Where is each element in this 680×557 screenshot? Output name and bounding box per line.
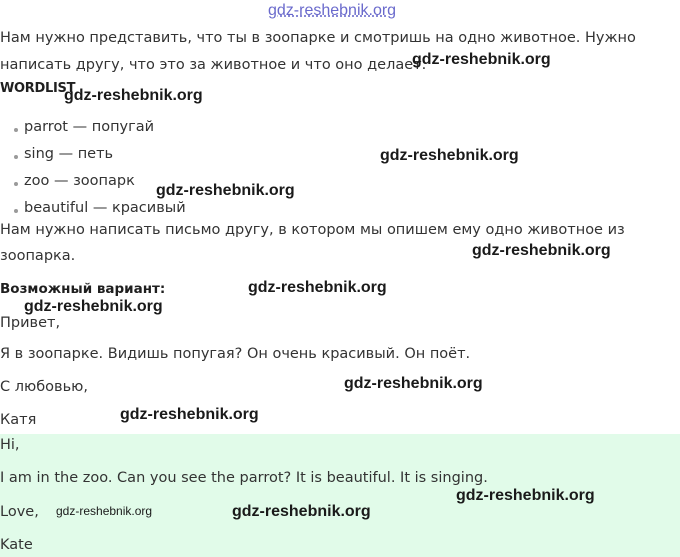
en-body: I am in the zoo. Can you see the parrot? It is beautiful. It is singing. bbox=[0, 470, 488, 486]
site-link[interactable]: gdz-reshebnik.org bbox=[268, 2, 397, 19]
watermark: gdz-reshebnik.org bbox=[56, 504, 153, 518]
bullet-icon bbox=[14, 128, 18, 132]
explanation-line-2: зоопарка. bbox=[0, 248, 76, 264]
explanation-line-1: Нам нужно написать письмо другу, в котором мы опишем ему одно животное из bbox=[0, 222, 625, 238]
wordlist-item: zoo — зоопарк bbox=[24, 173, 135, 189]
watermark: gdz-reshebnik.org bbox=[248, 279, 387, 296]
watermark: gdz-reshebnik.org bbox=[24, 298, 163, 315]
en-signature: Kate bbox=[0, 537, 33, 553]
watermark: gdz-reshebnik.org bbox=[456, 487, 595, 504]
ru-greeting: Привет, bbox=[0, 315, 61, 331]
ru-closing: С любовью, bbox=[0, 379, 88, 395]
bullet-icon bbox=[14, 209, 18, 213]
wordlist-item: parrot — попугай bbox=[24, 119, 155, 135]
bullet-icon bbox=[14, 182, 18, 186]
watermark: gdz-reshebnik.org bbox=[156, 182, 295, 199]
bullet-icon bbox=[14, 155, 18, 159]
en-greeting: Hi, bbox=[0, 437, 20, 453]
watermark: gdz-reshebnik.org bbox=[232, 503, 371, 520]
wordlist-title: WORDLIST bbox=[0, 81, 76, 96]
watermark: gdz-reshebnik.org bbox=[472, 242, 611, 259]
ru-body: Я в зоопарке. Видишь попугая? Он очень красивый. Он поёт. bbox=[0, 346, 471, 362]
watermark: gdz-reshebnik.org bbox=[64, 87, 203, 104]
task-line-1: Нам нужно представить, что ты в зоопарке и смотришь на одно животное. Нужно bbox=[0, 30, 636, 46]
ru-signature: Катя bbox=[0, 412, 37, 428]
en-closing: Love, bbox=[0, 504, 39, 520]
watermark: gdz-reshebnik.org bbox=[344, 375, 483, 392]
watermark: gdz-reshebnik.org bbox=[120, 406, 259, 423]
wordlist-item: sing — петь bbox=[24, 146, 114, 162]
wordlist-item: beautiful — красивый bbox=[24, 200, 186, 216]
task-line-2: написать другу, что это за животное и что оно делает. bbox=[0, 57, 427, 73]
watermark: gdz-reshebnik.org bbox=[412, 51, 551, 68]
variant-heading: Возможный вариант: bbox=[0, 281, 166, 297]
watermark: gdz-reshebnik.org bbox=[380, 147, 519, 164]
